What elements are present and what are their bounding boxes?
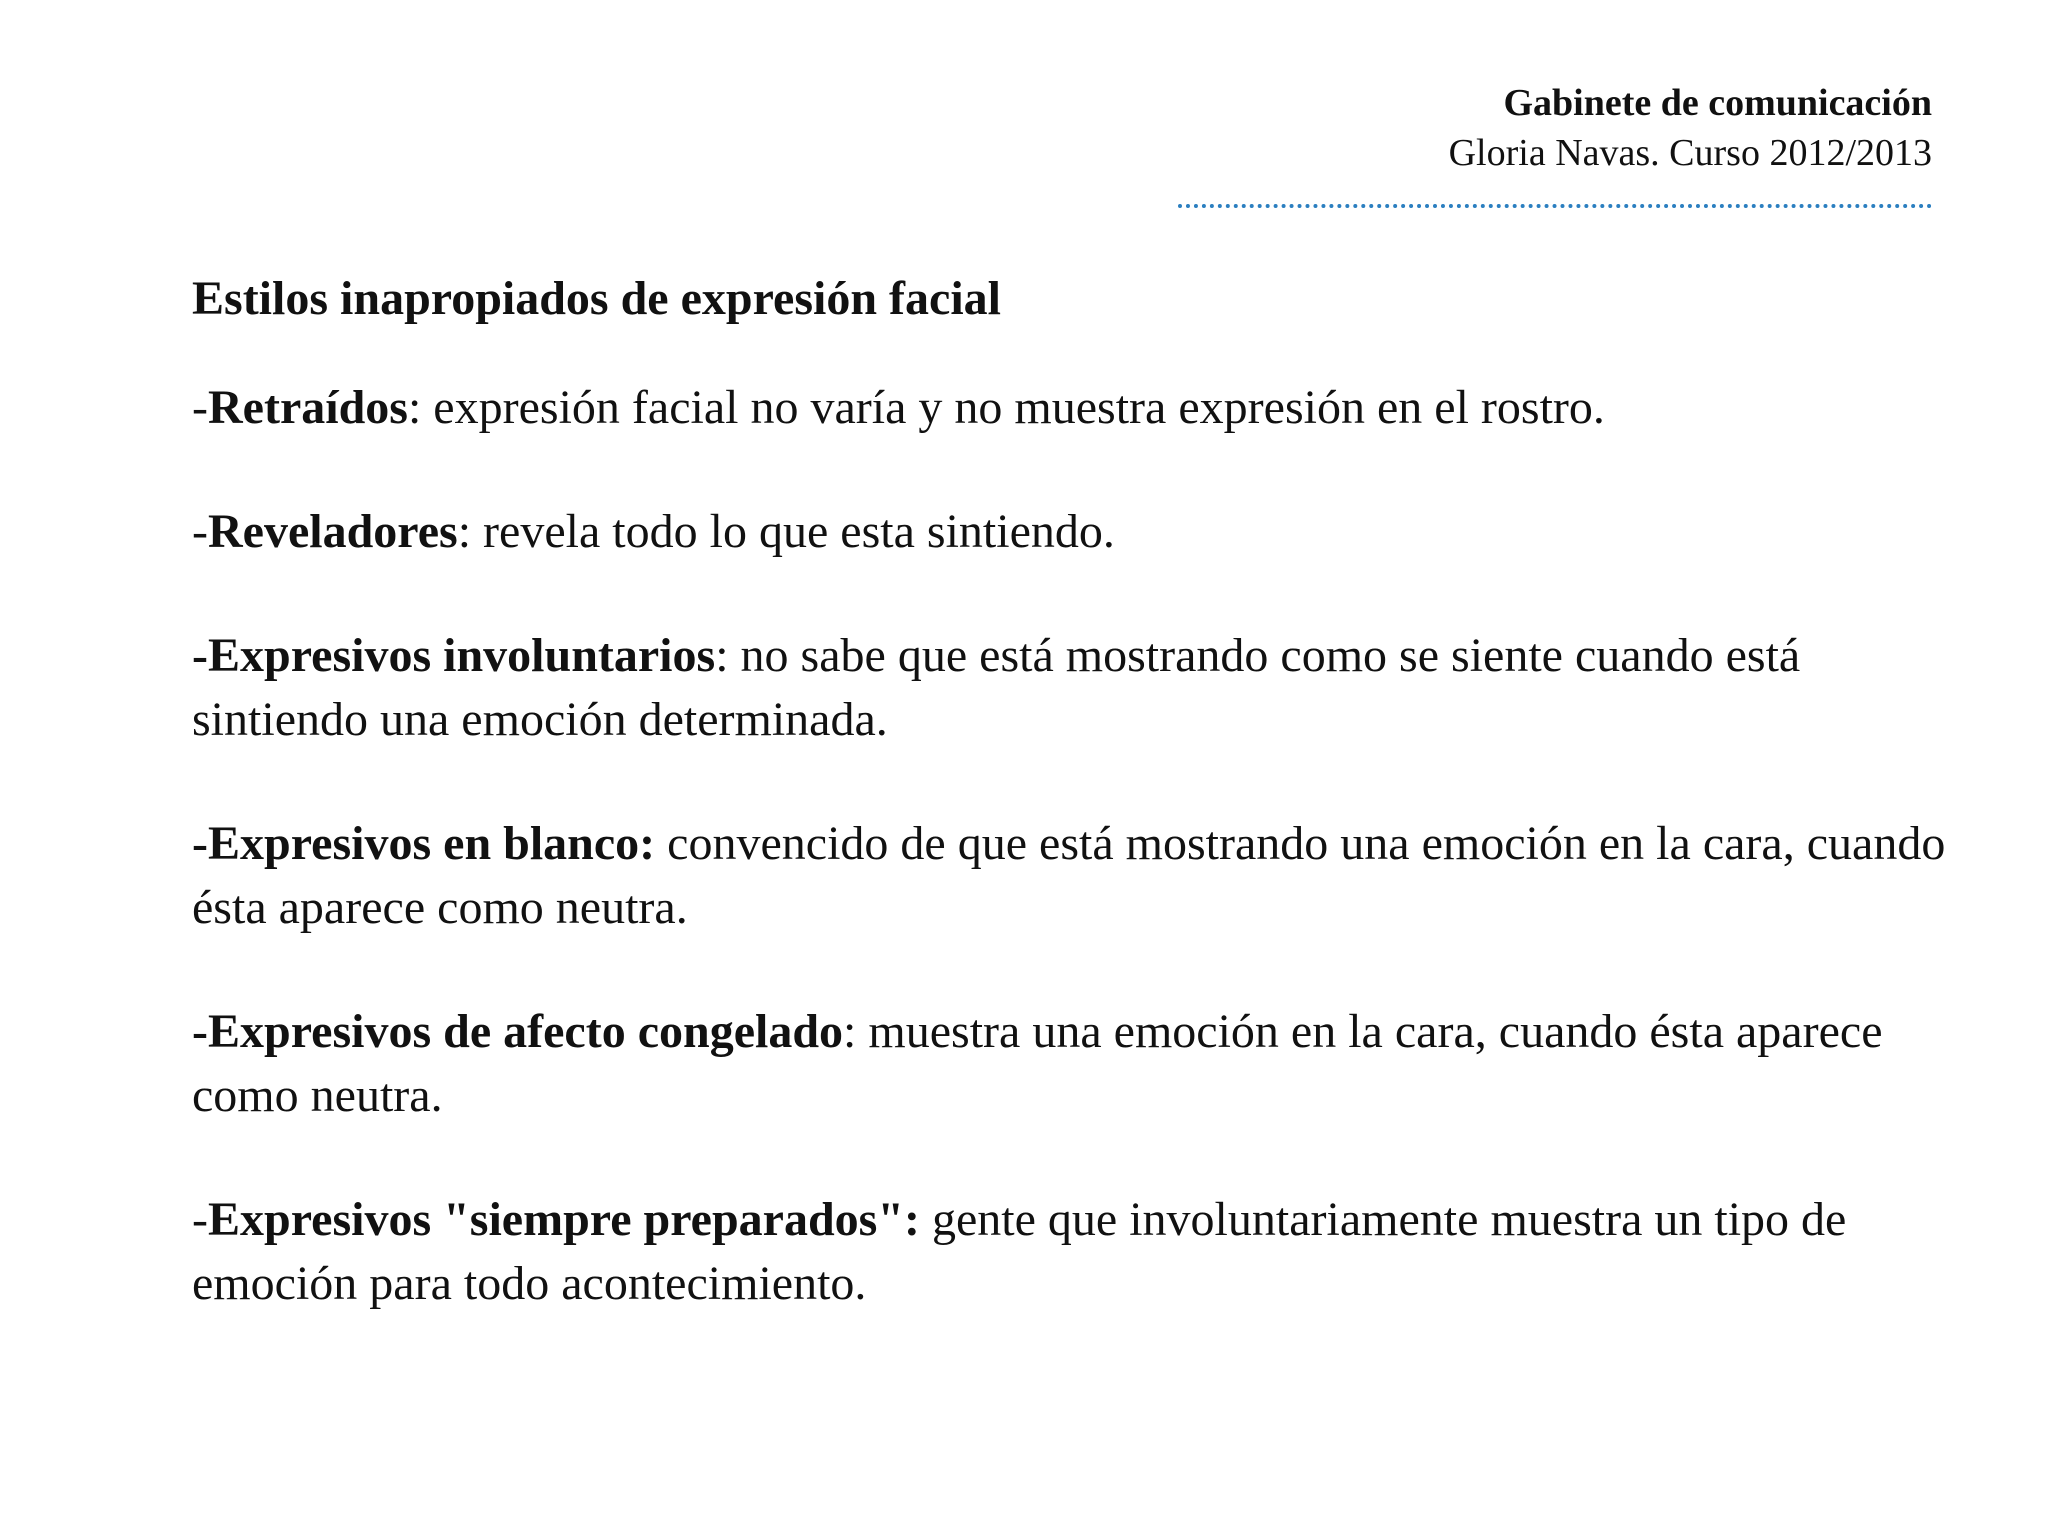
- list-item-expresivos-involuntarios: [192, 624, 1952, 752]
- list-item-retraidos: [192, 376, 1952, 440]
- section-title: Estilos inapropiados de expresión facial: [192, 272, 1002, 325]
- list-item-expresivos-afecto-congelado: [192, 1000, 1952, 1128]
- header-title: Gabinete de comunicación: [1503, 82, 1932, 124]
- item-term: -Expresivos involuntarios: [192, 629, 716, 682]
- item-description: : no sabe que está mostrando como se siente cuando está sintiendo una emoción determinada.: [192, 629, 1801, 746]
- item-term: -Expresivos de afecto congelado: [192, 1005, 844, 1058]
- item-prefix: -: [192, 1193, 208, 1246]
- item-description: : expresión facial no varía y no muestra expresión en el rostro.: [407, 381, 1605, 434]
- item-description: : muestra una emoción en la cara, cuando ésta aparece como neutra.: [192, 1005, 1883, 1122]
- item-prefix: -: [192, 505, 208, 558]
- item-prefix: -: [192, 381, 208, 434]
- main-content: [192, 262, 1952, 1376]
- item-term: Retraídos: [207, 381, 408, 434]
- header-subtitle: Gloria Navas. Curso 2012/2013: [1448, 132, 1932, 174]
- item-term: -Expresivos en blanco:: [192, 817, 656, 870]
- item-description: gente que involuntariamente muestra un tipo de emoción para todo acontecimiento.: [192, 1193, 1847, 1310]
- document-header: [1449, 78, 1932, 178]
- list-item-expresivos-en-blanco: [192, 812, 1952, 940]
- item-description: : revela todo lo que esta sintiendo.: [457, 505, 1115, 558]
- header-dotted-divider: [1178, 204, 1932, 208]
- list-item-reveladores: [192, 500, 1952, 564]
- item-description: convencido de que está mostrando una emoción en la cara, cuando ésta aparece como neutra.: [192, 817, 1946, 934]
- item-term: Expresivos "siempre preparados":: [207, 1193, 920, 1246]
- list-item-expresivos-siempre-preparados: [192, 1188, 1952, 1316]
- item-term: Reveladores: [207, 505, 458, 558]
